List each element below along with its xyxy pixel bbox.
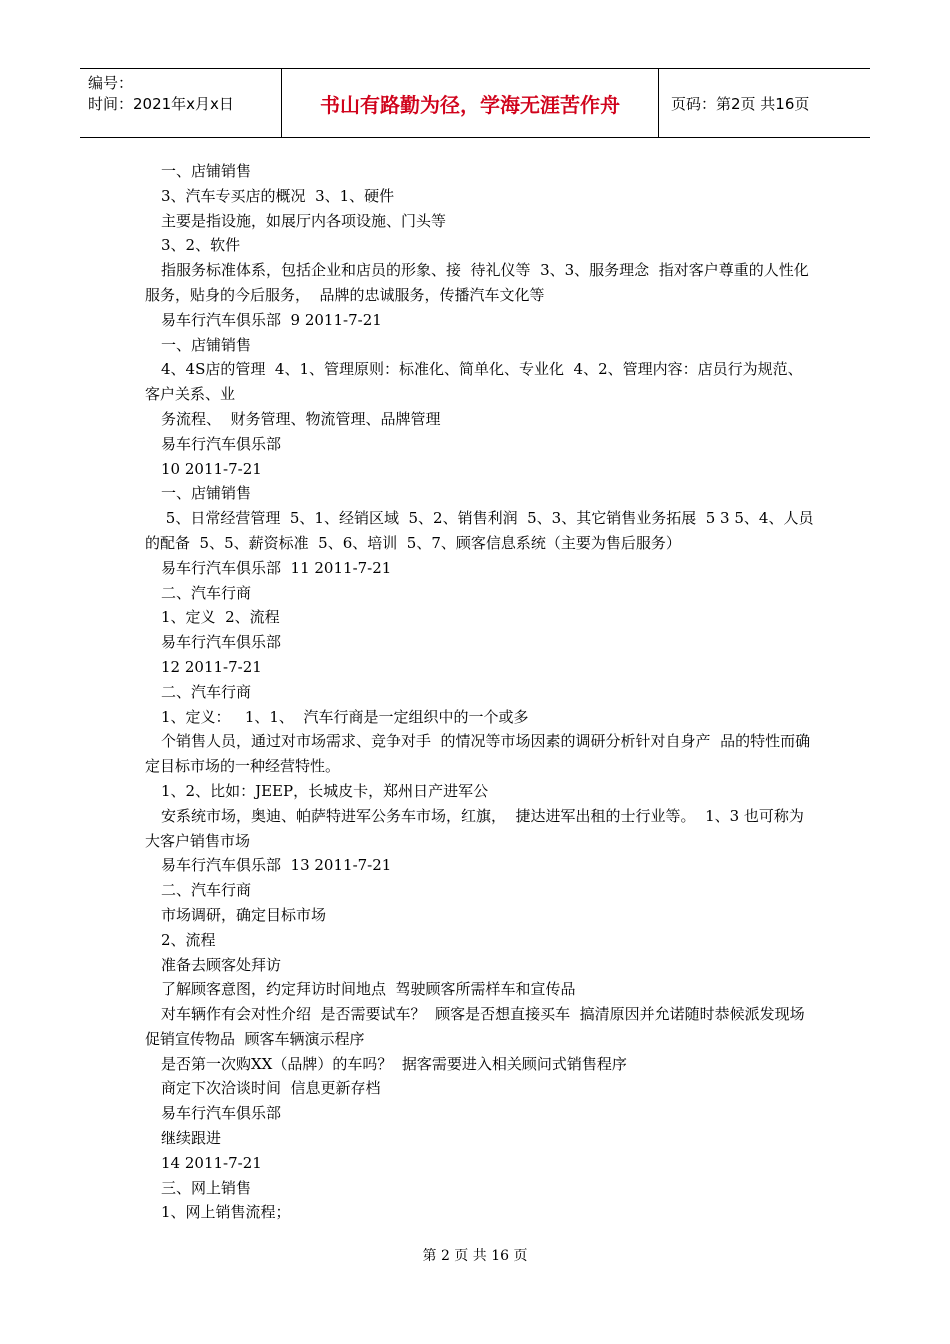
body-line: 易车行汽车俱乐部 (161, 1104, 282, 1123)
body-line: 易车行汽车俱乐部 (161, 434, 282, 453)
body-line: 个销售人员，通过对市场需求、竞争对手 的情况等市场因素的调研分析针对自身产 品的特性而确定目标市场的一种经营特性。 (145, 732, 811, 776)
body-line: 一、店铺销售 (161, 162, 252, 180)
page-header (80, 68, 870, 138)
body-line: 易车行汽车俱乐部 (161, 633, 282, 652)
body-line: 易车行汽车俱乐部 13 2011-7-21 (161, 856, 392, 875)
body-line: 二、汽车行商 (161, 583, 252, 602)
body-line: 3、汽车专买店的概况 3、1、硬件 (161, 186, 395, 205)
body-line: 3、2、软件 (161, 236, 241, 255)
body-line: 1、定义 2、流程 (161, 608, 280, 627)
body-line: 易车行汽车俱乐部 11 2011-7-21 (161, 558, 392, 577)
header-page-info: 页码：第2页 共16页 (671, 94, 810, 113)
header-meta (80, 69, 282, 137)
body-line: 了解顾客意图，约定拜访时间地点 驾驶顾客所需样车和宣传品 (161, 980, 576, 999)
body-line: 主要是指设施，如展厅内各项设施、门头等 (161, 211, 447, 230)
body-line: 1、2、比如：JEEP，长城皮卡，郑州日产进军公 (161, 781, 489, 800)
body-line: 14 2011-7-21 (161, 1153, 262, 1172)
body-line: 继续跟进 (161, 1129, 222, 1148)
document-date-label: 时间：2021年x月x日 (88, 95, 234, 113)
body-line: 一、店铺销售 (161, 484, 252, 503)
body-line: 商定下次洽谈时间 信息更新存档 (161, 1079, 381, 1098)
body-line: 务流程、 财务管理、物流管理、品牌管理 (161, 409, 441, 428)
body-line: 易车行汽车俱乐部 9 2011-7-21 (161, 310, 382, 329)
body-line: 市场调研，确定目标市场 (161, 905, 327, 924)
body-line: 4、4S店的管理 4、1、管理原则：标准化、简单化、专业化 4、2、管理内容：店员行为规范、客户关系、业 (145, 360, 803, 404)
document-body (145, 159, 815, 1225)
body-line: 三、网上销售 (161, 1178, 252, 1197)
body-line: 二、汽车行商 (161, 682, 252, 701)
body-line: 对车辆作有会对性介绍 是否需要试车？ 顾客是否想直接买车 搞清原因并允诺随时恭候派发现场促销宣传物品 顾客车辆演示程序 (145, 1005, 805, 1048)
body-line: 指服务标准体系，包括企业和店员的形象、接 待礼仪等 3、3、服务理念 指对客户尊重的人性化服务，贴身的今后服务， 品牌的忠诚服务，传播汽车文化等 (145, 261, 809, 304)
body-line: 5、日常经营管理 5、1、经销区域 5、2、销售利润 5、3、其它销售业务拓展 5 3 5、4、人员的配备 5、5、薪资标准 5、6、培训 5、7、顾客信息系统（主要为售后服务） (145, 509, 814, 552)
document-number-label: 编号： (88, 74, 134, 92)
body-line: 是否第一次购XX（品牌）的车吗？ 据客需要进入相关顾问式销售程序 (161, 1054, 627, 1073)
body-line: 准备去顾客处拜访 (161, 955, 282, 974)
body-line: 12 2011-7-21 (161, 657, 262, 676)
body-line: 一、店铺销售 (161, 335, 252, 354)
body-line: 1、网上销售流程； (161, 1203, 291, 1222)
body-line: 1、定义： 1、1、 汽车行商是一定组织中的一个或多 (161, 707, 529, 726)
body-line: 安系统市场，奥迪、帕萨特进军公务车市场，红旗， 捷达进军出租的士行业等。 1、3 也可称为大客户销售市场 (145, 806, 804, 850)
body-line: 二、汽车行商 (161, 881, 252, 900)
body-line: 2、流程 (161, 930, 216, 949)
header-motto: 书山有路勤为径，学海无涯苦作舟 (282, 69, 659, 137)
page-footer: 第 2 页 共 16 页 (422, 1248, 528, 1264)
body-line: 10 2011-7-21 (161, 459, 262, 478)
